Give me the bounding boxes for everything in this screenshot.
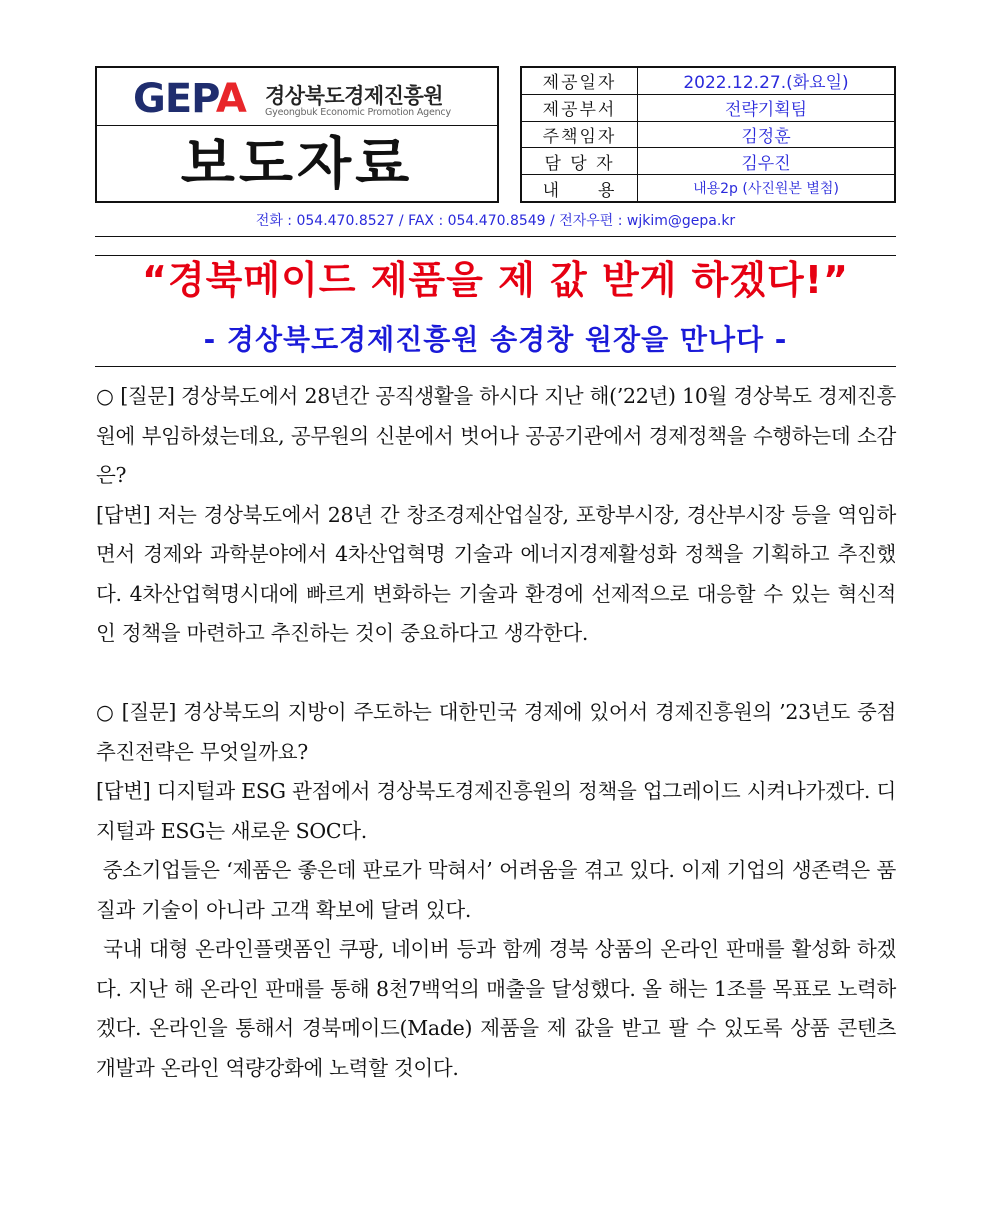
meta-value-department: 전략기획팀 (638, 95, 894, 122)
question-1: ○ [질문] 경상북도에서 28년간 공직생활을 하시다 지난 해(’22년) 10월 경상북도 경제진흥원에 부임하셨는데요, 공무원의 신분에서 벗어나 공공기관에서 경제정책을 수행하는데 소감은? (96, 384, 896, 487)
headline: “경북메이드 제품을 제 값 받게 하겠다!” (141, 258, 850, 302)
contact-line: 전화 : 054.470.8527 / FAX : 054.470.8549 / 전자우편 : wjkim@gepa.kr (255, 213, 736, 229)
meta-value-contact-person: 김우진 (638, 148, 894, 175)
subheadline: - 경상북도경제진흥원 송경창 원장을 만나다 - (203, 323, 788, 356)
release-meta-table (520, 66, 896, 203)
meta-label-manager: 주책임자 (522, 122, 638, 149)
meta-label-date: 제공일자 (522, 68, 638, 95)
divider (95, 236, 896, 237)
logo-row (97, 68, 497, 126)
answer-2: [답변] 디지털과 ESG 관점에서 경상북도경제진흥원의 정책을 업그레이드 시켜나가겠다. 디지털과 ESG는 새로운 SOC다. (96, 779, 896, 843)
answer-2-paragraph-3: 국내 대형 온라인플랫폼인 쿠팡, 네이버 등과 함께 경북 상품의 온라인 판매를 활성화 하겠다. 지난 해 온라인 판매를 통해 8천7백억의 매출을 달성했다. 올 해는 1조를 목표로 노력하겠다. 온라인을 통해서 경북메이드(Made) 제품을 제 값을 받고 팔 수 있도록 상품 콘텐츠 개발과 온라인 역량강화에 노력할 것이다. (96, 937, 903, 1080)
answer-1: [답변] 저는 경상북도에서 28년 간 창조경제산업실장, 포항부시장, 경산부시장 등을 역임하면서 경제와 과학분야에서 4차산업혁명 기술과 에너지경제활성화 정책을 기획하고 추진했다. 4차산업혁명시대에 빠르게 변화하는 기술과 환경에 선제적으로 대응할 수 있는 혁신적인 정책을 마련하고 추진하는 것이 중요하다고 생각한다. (96, 502, 896, 645)
meta-value-date: 2022.12.27.(화요일) (638, 68, 894, 95)
meta-value-content: 내용2p (사진원본 별첨) (693, 181, 839, 198)
answer-2-paragraph-2: 중소기업들은 ‘제품은 좋은데 판로가 막혀서’ 어려움을 겪고 있다. 이제 기업의 생존력은 품질과 기술이 아니라 고객 확보에 달려 있다. (96, 858, 896, 922)
press-release-header (95, 66, 499, 203)
org-name-english: Gyeongbuk Economic Promotion Agency (265, 107, 451, 118)
article-body (96, 377, 903, 1088)
org-name: 경상북도경제진흥원 (265, 84, 444, 108)
meta-value-manager: 김정훈 (638, 122, 894, 149)
doc-type-title: 보도자료 (180, 132, 414, 197)
meta-label-contact-person: 담 당 자 (522, 148, 638, 175)
paragraph-spacer (96, 654, 896, 694)
divider (95, 366, 896, 367)
question-2: ○ [질문] 경상북도의 지방이 주도하는 대한민국 경제에 있어서 경제진흥원의 ’23년도 중점 추진전략은 무엇일까요? (96, 700, 896, 764)
gepa-logo: GEPA (133, 76, 246, 122)
meta-label-department: 제공부서 (522, 95, 638, 122)
meta-label-content: 내 용 (522, 175, 638, 201)
